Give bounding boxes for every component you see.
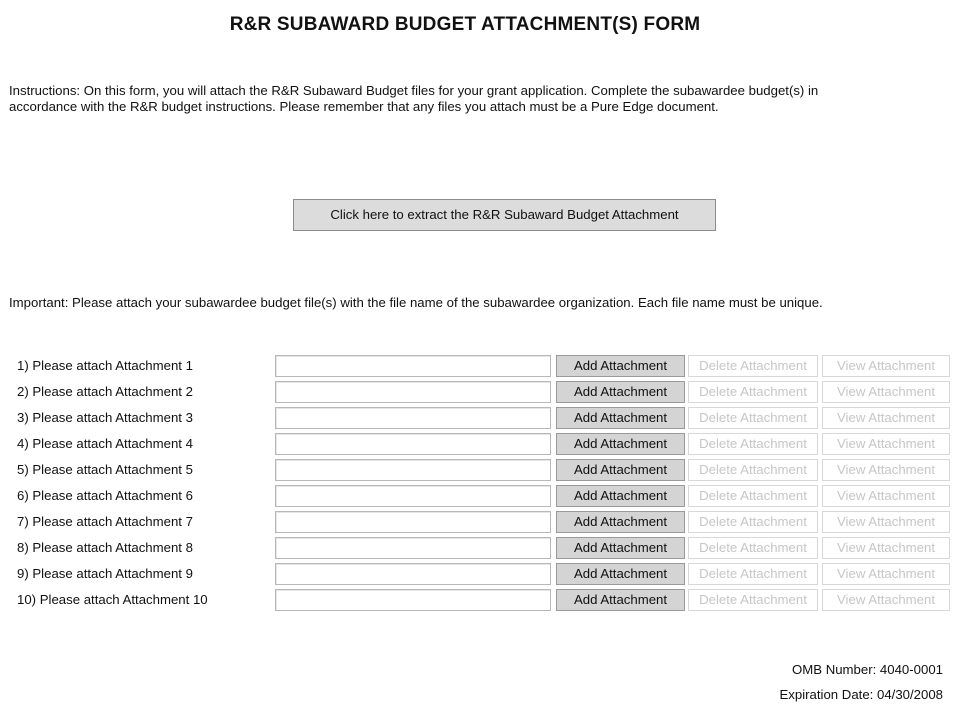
add-attachment-button[interactable]: Add Attachment	[556, 355, 685, 377]
add-attachment-button[interactable]: Add Attachment	[556, 407, 685, 429]
view-attachment-button[interactable]: View Attachment	[822, 485, 950, 507]
attachment-row	[0, 354, 960, 380]
delete-attachment-button[interactable]: Delete Attachment	[688, 511, 818, 533]
attachment-label: 10) Please attach Attachment 10	[17, 592, 208, 607]
delete-attachment-button[interactable]: Delete Attachment	[688, 355, 818, 377]
attachment-label: 9) Please attach Attachment 9	[17, 566, 193, 581]
attachment-label: 1) Please attach Attachment 1	[17, 358, 193, 373]
attachment-file-field[interactable]	[275, 485, 551, 507]
form-title: R&R SUBAWARD BUDGET ATTACHMENT(S) FORM	[229, 14, 701, 35]
view-attachment-button[interactable]: View Attachment	[822, 381, 950, 403]
add-attachment-button[interactable]: Add Attachment	[556, 511, 685, 533]
view-attachment-button[interactable]: View Attachment	[822, 433, 950, 455]
delete-attachment-button[interactable]: Delete Attachment	[688, 433, 818, 455]
attachment-label: 6) Please attach Attachment 6	[17, 488, 193, 503]
add-attachment-button[interactable]: Add Attachment	[556, 537, 685, 559]
attachment-file-field[interactable]	[275, 407, 551, 429]
instructions-text: Instructions: On this form, you will attach the R&R Subaward Budget files for your grant application. Complete the subawardee budget(s) in accordance with the R&R budget instructions. Please remember that any files you attach must be a Pure Edge document.	[9, 83, 819, 114]
delete-attachment-button[interactable]: Delete Attachment	[688, 537, 818, 559]
delete-attachment-button[interactable]: Delete Attachment	[688, 407, 818, 429]
attachment-file-field[interactable]	[275, 355, 551, 377]
add-attachment-button[interactable]: Add Attachment	[556, 459, 685, 481]
important-notice: Important: Please attach your subawardee budget file(s) with the file name of the subawardee organization. Each file name must be unique.	[9, 295, 823, 310]
attachment-label: 3) Please attach Attachment 3	[17, 410, 193, 425]
attachment-file-field[interactable]	[275, 459, 551, 481]
attachment-file-field[interactable]	[275, 511, 551, 533]
attachment-row	[0, 536, 960, 562]
view-attachment-button[interactable]: View Attachment	[822, 589, 950, 611]
attachment-row	[0, 562, 960, 588]
attachment-row	[0, 432, 960, 458]
attachment-file-field[interactable]	[275, 589, 551, 611]
attachment-file-field[interactable]	[275, 537, 551, 559]
attachment-row	[0, 510, 960, 536]
add-attachment-button[interactable]: Add Attachment	[556, 485, 685, 507]
attachment-row	[0, 458, 960, 484]
delete-attachment-button[interactable]: Delete Attachment	[688, 563, 818, 585]
extract-attachment-button[interactable]: Click here to extract the R&R Subaward Budget Attachment	[293, 199, 716, 231]
attachment-label: 7) Please attach Attachment 7	[17, 514, 193, 529]
view-attachment-button[interactable]: View Attachment	[822, 511, 950, 533]
attachment-label: 2) Please attach Attachment 2	[17, 384, 193, 399]
view-attachment-button[interactable]: View Attachment	[822, 537, 950, 559]
attachment-list	[0, 354, 960, 614]
view-attachment-button[interactable]: View Attachment	[822, 407, 950, 429]
attachment-row	[0, 406, 960, 432]
attachment-file-field[interactable]	[275, 563, 551, 585]
add-attachment-button[interactable]: Add Attachment	[556, 563, 685, 585]
delete-attachment-button[interactable]: Delete Attachment	[688, 459, 818, 481]
delete-attachment-button[interactable]: Delete Attachment	[688, 485, 818, 507]
add-attachment-button[interactable]: Add Attachment	[556, 381, 685, 403]
attachment-row	[0, 588, 960, 614]
attachment-label: 8) Please attach Attachment 8	[17, 540, 193, 555]
attachment-row	[0, 484, 960, 510]
omb-number: OMB Number: 4040-0001	[792, 662, 943, 677]
view-attachment-button[interactable]: View Attachment	[822, 563, 950, 585]
attachment-label: 4) Please attach Attachment 4	[17, 436, 193, 451]
expiration-date: Expiration Date: 04/30/2008	[779, 687, 943, 702]
attachment-label: 5) Please attach Attachment 5	[17, 462, 193, 477]
delete-attachment-button[interactable]: Delete Attachment	[688, 589, 818, 611]
delete-attachment-button[interactable]: Delete Attachment	[688, 381, 818, 403]
view-attachment-button[interactable]: View Attachment	[822, 355, 950, 377]
add-attachment-button[interactable]: Add Attachment	[556, 589, 685, 611]
view-attachment-button[interactable]: View Attachment	[822, 459, 950, 481]
attachment-row	[0, 380, 960, 406]
attachment-file-field[interactable]	[275, 433, 551, 455]
attachment-file-field[interactable]	[275, 381, 551, 403]
add-attachment-button[interactable]: Add Attachment	[556, 433, 685, 455]
